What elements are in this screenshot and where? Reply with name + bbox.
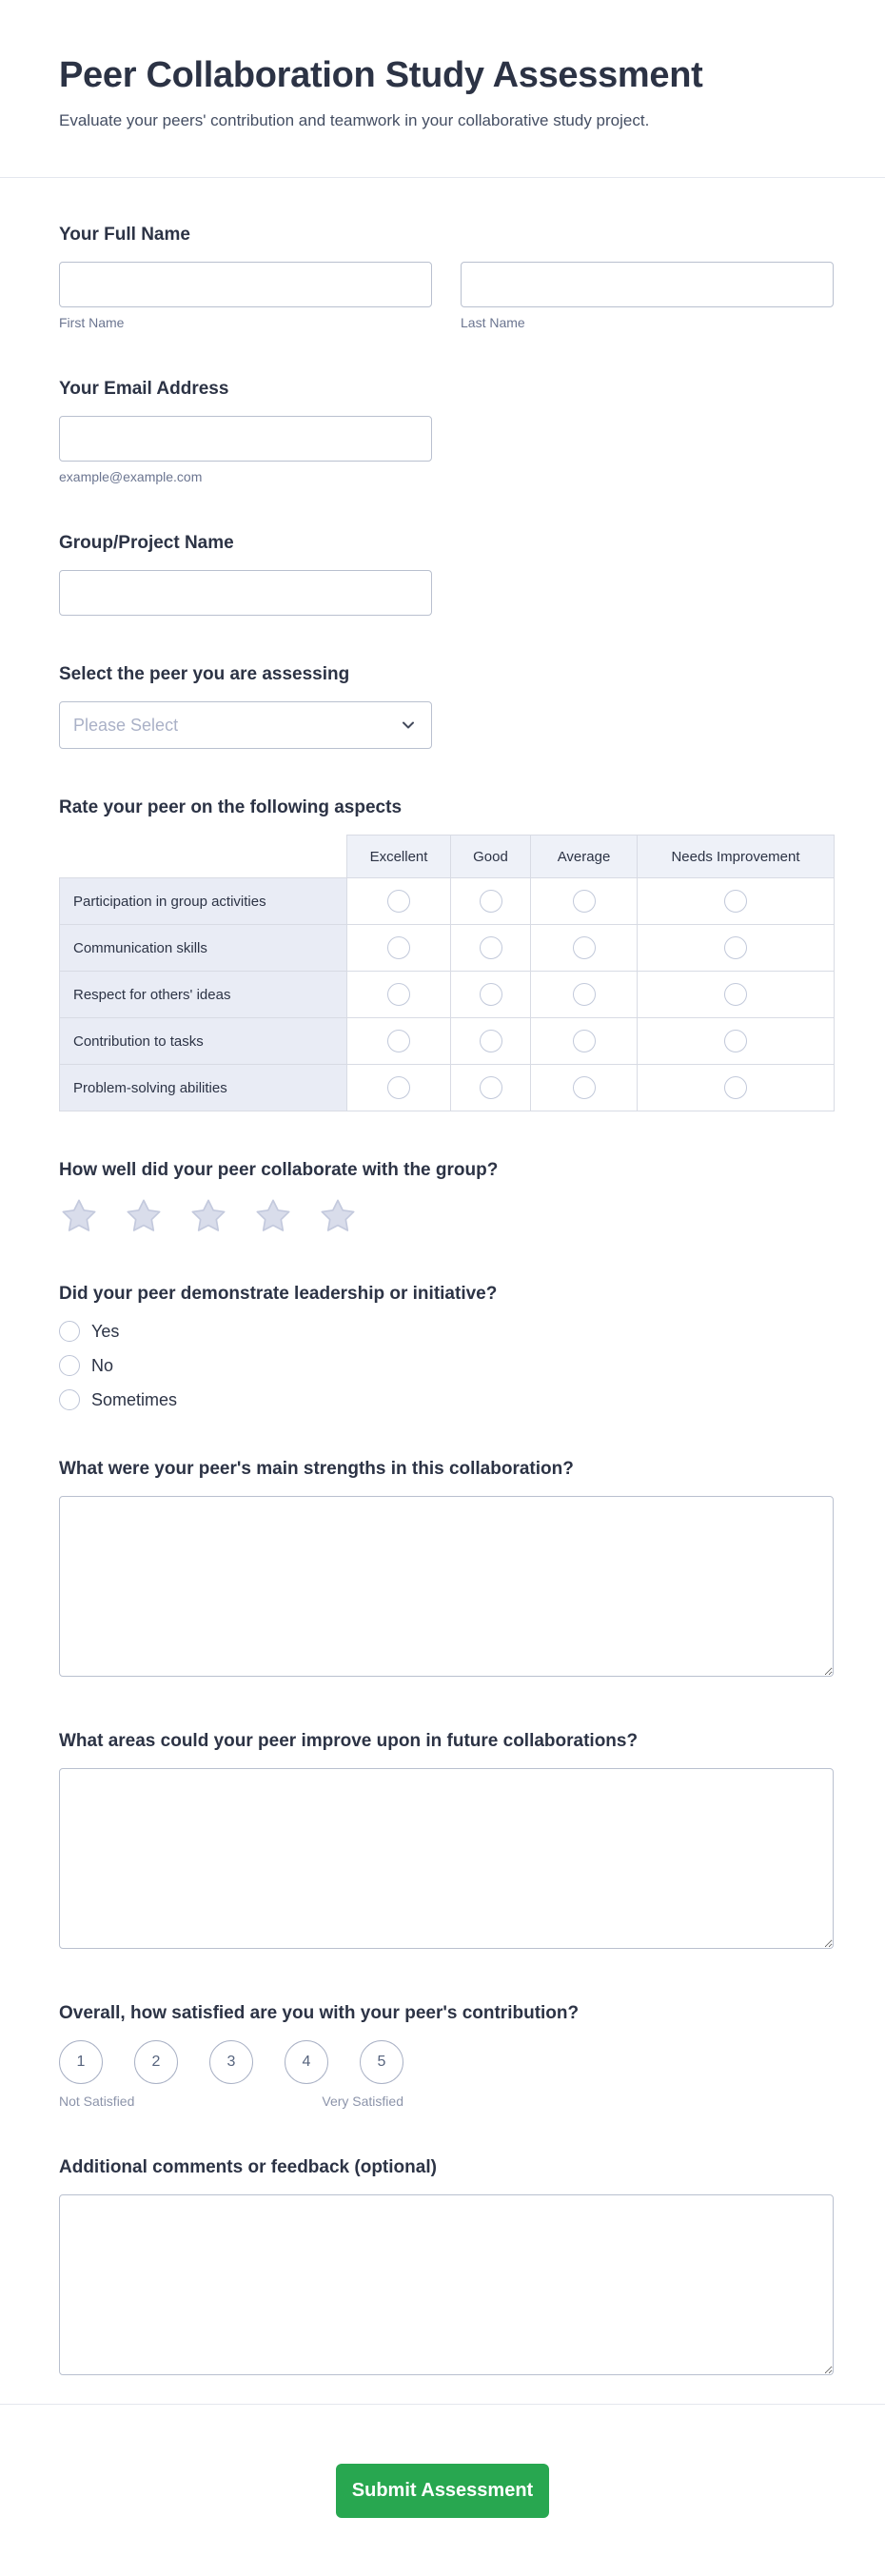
matrix-cell[interactable] [531, 972, 638, 1018]
matrix-radio[interactable] [480, 936, 502, 959]
matrix-cell[interactable] [347, 1018, 451, 1065]
matrix-radio[interactable] [724, 1030, 747, 1052]
improvements-label: What areas could your peer improve upon in future collaborations? [59, 1731, 639, 1751]
form-footer [0, 2405, 885, 2568]
matrix-cell[interactable] [451, 878, 531, 925]
question-satisfaction [59, 2002, 826, 2109]
question-collaboration-rating [59, 1159, 826, 1235]
question-improvements [59, 1730, 826, 1949]
matrix-row [60, 925, 835, 972]
scale-option-3[interactable]: 3 [209, 2040, 253, 2084]
question-comments [59, 2156, 826, 2375]
first-name-sublabel: First Name [59, 315, 125, 330]
satisfaction-scale [59, 2040, 826, 2084]
matrix-radio[interactable] [387, 890, 410, 913]
matrix-cell[interactable] [531, 1065, 638, 1111]
email-label: Your Email Address [59, 379, 229, 399]
scale-option-1[interactable]: 1 [59, 2040, 103, 2084]
star-icon[interactable] [318, 1197, 358, 1235]
submit-button[interactable]: Submit Assessment [336, 2464, 549, 2518]
leadership-label: Did your peer demonstrate leadership or initiative? [59, 1284, 498, 1304]
matrix-cell[interactable] [347, 925, 451, 972]
matrix-cell[interactable] [531, 1018, 638, 1065]
matrix-cell[interactable] [451, 1065, 531, 1111]
matrix-cell[interactable] [347, 1065, 451, 1111]
star-icon[interactable] [253, 1197, 293, 1235]
matrix-cell[interactable] [638, 1065, 835, 1111]
collaboration-rating-label: How well did your peer collaborate with the group? [59, 1160, 499, 1180]
strengths-label: What were your peer's main strengths in this collaboration? [59, 1459, 574, 1479]
matrix-row-label: Contribution to tasks [60, 1018, 347, 1065]
matrix-radio[interactable] [573, 936, 596, 959]
matrix-row-label: Respect for others' ideas [60, 972, 347, 1018]
matrix-radio[interactable] [480, 1030, 502, 1052]
matrix-radio[interactable] [387, 936, 410, 959]
question-leadership [59, 1283, 826, 1410]
form-header [0, 0, 885, 177]
satisfaction-label: Overall, how satisfied are you with your peer's contribution? [59, 2003, 580, 2023]
star-icon[interactable] [124, 1197, 164, 1235]
group-name-label: Group/Project Name [59, 533, 234, 553]
matrix-row [60, 1065, 835, 1111]
form-subtitle: Evaluate your peers' contribution and teamwork in your collaborative study project. [59, 111, 650, 129]
matrix-col-header: Needs Improvement [638, 836, 835, 878]
first-name-column [59, 262, 432, 330]
scale-left-label: Not Satisfied [59, 2094, 135, 2109]
matrix-radio[interactable] [724, 983, 747, 1006]
matrix-radio[interactable] [573, 890, 596, 913]
matrix-row-label: Problem-solving abilities [60, 1065, 347, 1111]
scale-option-4[interactable]: 4 [285, 2040, 328, 2084]
matrix-cell[interactable] [531, 925, 638, 972]
matrix-cell[interactable] [451, 972, 531, 1018]
question-peer-select [59, 663, 826, 749]
radio-icon[interactable] [59, 1355, 80, 1376]
matrix-radio[interactable] [387, 1076, 410, 1099]
matrix-cell[interactable] [451, 925, 531, 972]
matrix-cell[interactable] [451, 1018, 531, 1065]
matrix-header-row [60, 836, 835, 878]
matrix-radio[interactable] [724, 890, 747, 913]
radio-option-label: Sometimes [91, 1389, 178, 1409]
peer-select-dropdown[interactable] [59, 701, 432, 749]
matrix-row-label: Communication skills [60, 925, 347, 972]
radio-option-sometimes[interactable] [59, 1389, 826, 1410]
form-body [0, 178, 885, 2375]
matrix-radio[interactable] [480, 1076, 502, 1099]
group-name-input[interactable] [59, 570, 432, 616]
matrix-cell[interactable] [638, 1018, 835, 1065]
radio-option-label: Yes [91, 1321, 120, 1341]
matrix-row-label: Participation in group activities [60, 878, 347, 925]
matrix-row [60, 1018, 835, 1065]
first-name-input[interactable] [59, 262, 432, 307]
question-strengths [59, 1458, 826, 1677]
matrix-radio[interactable] [480, 983, 502, 1006]
rating-matrix-table [59, 835, 835, 1111]
matrix-radio[interactable] [724, 1076, 747, 1099]
matrix-radio[interactable] [480, 890, 502, 913]
radio-icon[interactable] [59, 1389, 80, 1410]
email-sublabel: example@example.com [59, 469, 203, 484]
name-row [59, 262, 826, 330]
matrix-row [60, 972, 835, 1018]
matrix-corner-cell [60, 836, 347, 878]
matrix-radio[interactable] [387, 983, 410, 1006]
last-name-sublabel: Last Name [461, 315, 525, 330]
radio-option-no[interactable] [59, 1355, 826, 1376]
matrix-cell[interactable] [638, 878, 835, 925]
scale-right-label: Very Satisfied [322, 2094, 403, 2109]
matrix-radio[interactable] [724, 936, 747, 959]
matrix-label: Rate your peer on the following aspects [59, 797, 403, 817]
peer-select-label: Select the peer you are assessing [59, 664, 350, 684]
scale-option-5[interactable]: 5 [360, 2040, 403, 2084]
star-rating [59, 1197, 826, 1235]
matrix-radio[interactable] [573, 1030, 596, 1052]
chevron-down-icon [399, 716, 418, 735]
scale-option-2[interactable]: 2 [134, 2040, 178, 2084]
last-name-column [461, 262, 834, 330]
question-rating-matrix [59, 796, 826, 1111]
question-email [59, 378, 826, 484]
matrix-radio[interactable] [387, 1030, 410, 1052]
comments-label: Additional comments or feedback (optional) [59, 2157, 437, 2177]
matrix-cell[interactable] [347, 972, 451, 1018]
matrix-row [60, 878, 835, 925]
scale-labels [59, 2094, 403, 2109]
question-full-name [59, 224, 826, 330]
radio-option-label: No [91, 1355, 114, 1375]
matrix-col-header: Average [531, 836, 638, 878]
star-icon[interactable] [59, 1197, 99, 1235]
matrix-radio[interactable] [573, 1076, 596, 1099]
radio-icon[interactable] [59, 1321, 80, 1342]
last-name-input[interactable] [461, 262, 834, 307]
star-icon[interactable] [188, 1197, 228, 1235]
matrix-cell[interactable] [347, 878, 451, 925]
full-name-label: Your Full Name [59, 225, 190, 245]
matrix-col-header: Good [451, 836, 531, 878]
strengths-textarea[interactable] [59, 1496, 834, 1677]
matrix-radio[interactable] [573, 983, 596, 1006]
comments-textarea[interactable] [59, 2194, 834, 2375]
improvements-textarea[interactable] [59, 1768, 834, 1949]
radio-option-yes[interactable] [59, 1321, 826, 1342]
matrix-cell[interactable] [638, 925, 835, 972]
matrix-cell[interactable] [638, 972, 835, 1018]
question-group-name [59, 532, 826, 616]
email-input[interactable] [59, 416, 432, 462]
peer-select-value: Please Select [73, 715, 179, 735]
matrix-cell[interactable] [531, 878, 638, 925]
form-title: Peer Collaboration Study Assessment [59, 55, 703, 95]
matrix-col-header: Excellent [347, 836, 451, 878]
